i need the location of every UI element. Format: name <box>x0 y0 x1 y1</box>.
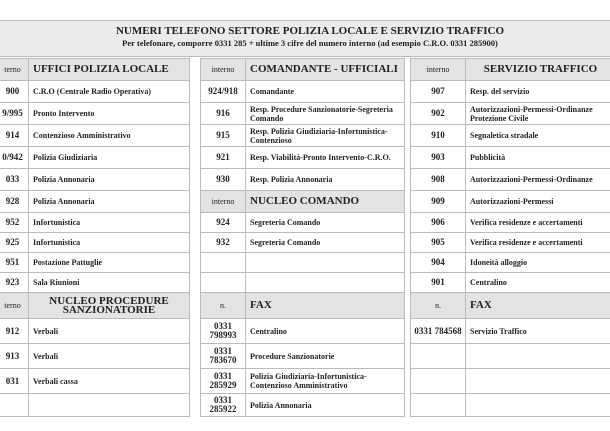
table-row <box>0 147 190 169</box>
office-name: Segreteria Comando <box>246 213 405 233</box>
extension-number: terno <box>0 293 29 319</box>
page-subtitle: Per telefonare, comporre 0331 285 + ultime 3 cifre del numero interno (ad esempio C.R.O. 0331 285900) <box>122 38 498 48</box>
office-name: Resp. del servizio <box>466 81 610 103</box>
table-row <box>0 213 190 233</box>
office-name: Verbali <box>29 344 190 369</box>
office-name: Segnaletica stradale <box>466 125 610 147</box>
table-row <box>0 253 190 273</box>
extension-number: 0331 783670 <box>201 344 246 369</box>
section-title: FAX <box>246 293 405 319</box>
office-name: Resp. Procedure Sanzionatorie-Segreteria Comando <box>246 103 405 125</box>
table-row <box>201 169 405 191</box>
office-name: Resp. Polizia Annonaria <box>246 169 405 191</box>
table-row <box>0 394 190 417</box>
extension-number: 912 <box>0 319 29 344</box>
table-row <box>411 147 610 169</box>
office-name: Autorizzazioni-Permessi <box>466 191 610 213</box>
table-row <box>411 369 610 394</box>
office-name: Infortunistica <box>29 213 190 233</box>
office-name: Verbali cassa <box>29 369 190 394</box>
extension-number <box>411 344 466 369</box>
section-header-row <box>201 293 405 319</box>
office-name: Contenzioso Amministrativo <box>29 125 190 147</box>
table-row <box>411 344 610 369</box>
extension-number: 903 <box>411 147 466 169</box>
table-row <box>201 394 405 417</box>
table-row <box>0 103 190 125</box>
office-name: Idoneità alloggio <box>466 253 610 273</box>
office-name: Centralino <box>246 319 405 344</box>
extension-number: terno <box>0 59 29 81</box>
office-name <box>246 273 405 293</box>
extension-number: 952 <box>0 213 29 233</box>
extension-number: 924 <box>201 213 246 233</box>
office-name: Comandante <box>246 81 405 103</box>
office-name: Postazione Pattuglie <box>29 253 190 273</box>
table-row <box>0 369 190 394</box>
office-name: Segreteria Comando <box>246 233 405 253</box>
table-row <box>201 213 405 233</box>
table-row <box>411 394 610 417</box>
extension-number: 908 <box>411 169 466 191</box>
table-row <box>411 81 610 103</box>
office-name: Polizia Annonaria <box>29 169 190 191</box>
table-row <box>0 125 190 147</box>
office-name <box>466 344 610 369</box>
office-name: Pronto Intervento <box>29 103 190 125</box>
section-header-row <box>201 59 405 81</box>
extension-number: 904 <box>411 253 466 273</box>
extension-number: 906 <box>411 213 466 233</box>
office-name: Verifica residenze e accertamenti <box>466 213 610 233</box>
extension-number: 909 <box>411 191 466 213</box>
extension-number: 951 <box>0 253 29 273</box>
section-header-row <box>411 59 610 81</box>
extension-number: n. <box>201 293 246 319</box>
office-name: Polizia Annonaria <box>246 394 405 417</box>
table-row <box>411 253 610 273</box>
office-name: Polizia Annonaria <box>29 191 190 213</box>
table-row <box>411 233 610 253</box>
office-name: Autorizzazioni-Permessi-Ordinanze <box>466 169 610 191</box>
section-header-row <box>411 293 610 319</box>
extension-number: 902 <box>411 103 466 125</box>
table-row <box>201 103 405 125</box>
table-row <box>411 125 610 147</box>
extension-number: 914 <box>0 125 29 147</box>
table-row <box>411 191 610 213</box>
section-header-row <box>201 191 405 213</box>
extension-number: 923 <box>0 273 29 293</box>
table-row <box>411 319 610 344</box>
extension-number: interno <box>411 59 466 81</box>
extension-number: 901 <box>411 273 466 293</box>
extension-number <box>201 273 246 293</box>
table-row <box>411 273 610 293</box>
extension-number: 925 <box>0 233 29 253</box>
extension-number: 0/942 <box>0 147 29 169</box>
table-row <box>201 253 405 273</box>
section-title: NUCLEO PROCEDURE SANZIONATORIE <box>29 293 190 319</box>
section-header-row <box>0 59 190 81</box>
extension-number: 0331 784568 <box>411 319 466 344</box>
office-name: Resp. Viabilità-Pronto Intervento-C.R.O. <box>246 147 405 169</box>
section-title: UFFICI POLIZIA LOCALE <box>29 59 190 81</box>
office-name: Polizia Giudiziaria <box>29 147 190 169</box>
office-name: Autorizzazioni-Permessi-Ordinanze Protezione Civile <box>466 103 610 125</box>
extension-number: 921 <box>201 147 246 169</box>
extension-number: 915 <box>201 125 246 147</box>
table-row <box>411 213 610 233</box>
extension-number: 907 <box>411 81 466 103</box>
office-name: C.R.O (Centrale Radio Operativa) <box>29 81 190 103</box>
table-row <box>0 273 190 293</box>
office-name: Sala Riunioni <box>29 273 190 293</box>
table-row <box>0 191 190 213</box>
section-title: FAX <box>466 293 610 319</box>
office-name: Servizio Traffico <box>466 319 610 344</box>
table-row <box>0 169 190 191</box>
extension-number: 905 <box>411 233 466 253</box>
table-row <box>201 125 405 147</box>
table-row <box>201 233 405 253</box>
extension-number <box>201 253 246 273</box>
table-row <box>411 169 610 191</box>
table-row <box>201 273 405 293</box>
office-name: Verbali <box>29 319 190 344</box>
section-header-row <box>0 293 190 319</box>
section-title: NUCLEO COMANDO <box>246 191 405 213</box>
extension-number: 900 <box>0 81 29 103</box>
office-name: Verifica residenze e accertamenti <box>466 233 610 253</box>
office-name: Procedure Sanzionatorie <box>246 344 405 369</box>
office-name: Centralino <box>466 273 610 293</box>
office-name <box>29 394 190 417</box>
table-row <box>0 233 190 253</box>
extension-number: 916 <box>201 103 246 125</box>
table-row <box>201 81 405 103</box>
extension-number: 9/995 <box>0 103 29 125</box>
extension-number: interno <box>201 191 246 213</box>
extension-number: n. <box>411 293 466 319</box>
table-comandante-ufficiali <box>200 58 405 417</box>
extension-number: 913 <box>0 344 29 369</box>
table-row <box>201 319 405 344</box>
page-title: NUMERI TELEFONO SETTORE POLIZIA LOCALE E SERVIZIO TRAFFICO <box>115 25 505 37</box>
section-title: SERVIZIO TRAFFICO <box>466 59 610 81</box>
table-row <box>201 147 405 169</box>
office-name: Resp. Polizia Giudiziaria-Infortunistica-Contenzioso <box>246 125 405 147</box>
office-name: Infortunistica <box>29 233 190 253</box>
extension-number <box>0 394 29 417</box>
table-uffici-polizia-locale <box>0 58 190 417</box>
extension-number: 031 <box>0 369 29 394</box>
table-row <box>201 369 405 394</box>
office-name <box>466 369 610 394</box>
extension-number: 910 <box>411 125 466 147</box>
office-name <box>246 253 405 273</box>
table-row <box>0 319 190 344</box>
extension-number: 932 <box>201 233 246 253</box>
extension-number: interno <box>201 59 246 81</box>
table-row <box>201 344 405 369</box>
extension-number: 0331 285922 <box>201 394 246 417</box>
table-row <box>411 103 610 125</box>
extension-number: 924/918 <box>201 81 246 103</box>
extension-number: 0331 285929 <box>201 369 246 394</box>
extension-number: 930 <box>201 169 246 191</box>
extension-number: 033 <box>0 169 29 191</box>
header-banner <box>0 20 610 57</box>
section-title: COMANDANTE - UFFICIALI <box>246 59 405 81</box>
table-row <box>0 81 190 103</box>
extension-number <box>411 369 466 394</box>
office-name: Polizia Giudiziaria-Infortunistica-Contenzioso Amministrativo <box>246 369 405 394</box>
extension-number: 0331 798993 <box>201 319 246 344</box>
extension-number <box>411 394 466 417</box>
office-name <box>466 394 610 417</box>
extension-number: 928 <box>0 191 29 213</box>
table-row <box>0 344 190 369</box>
table-servizio-traffico <box>410 58 610 417</box>
office-name: Pubblicità <box>466 147 610 169</box>
